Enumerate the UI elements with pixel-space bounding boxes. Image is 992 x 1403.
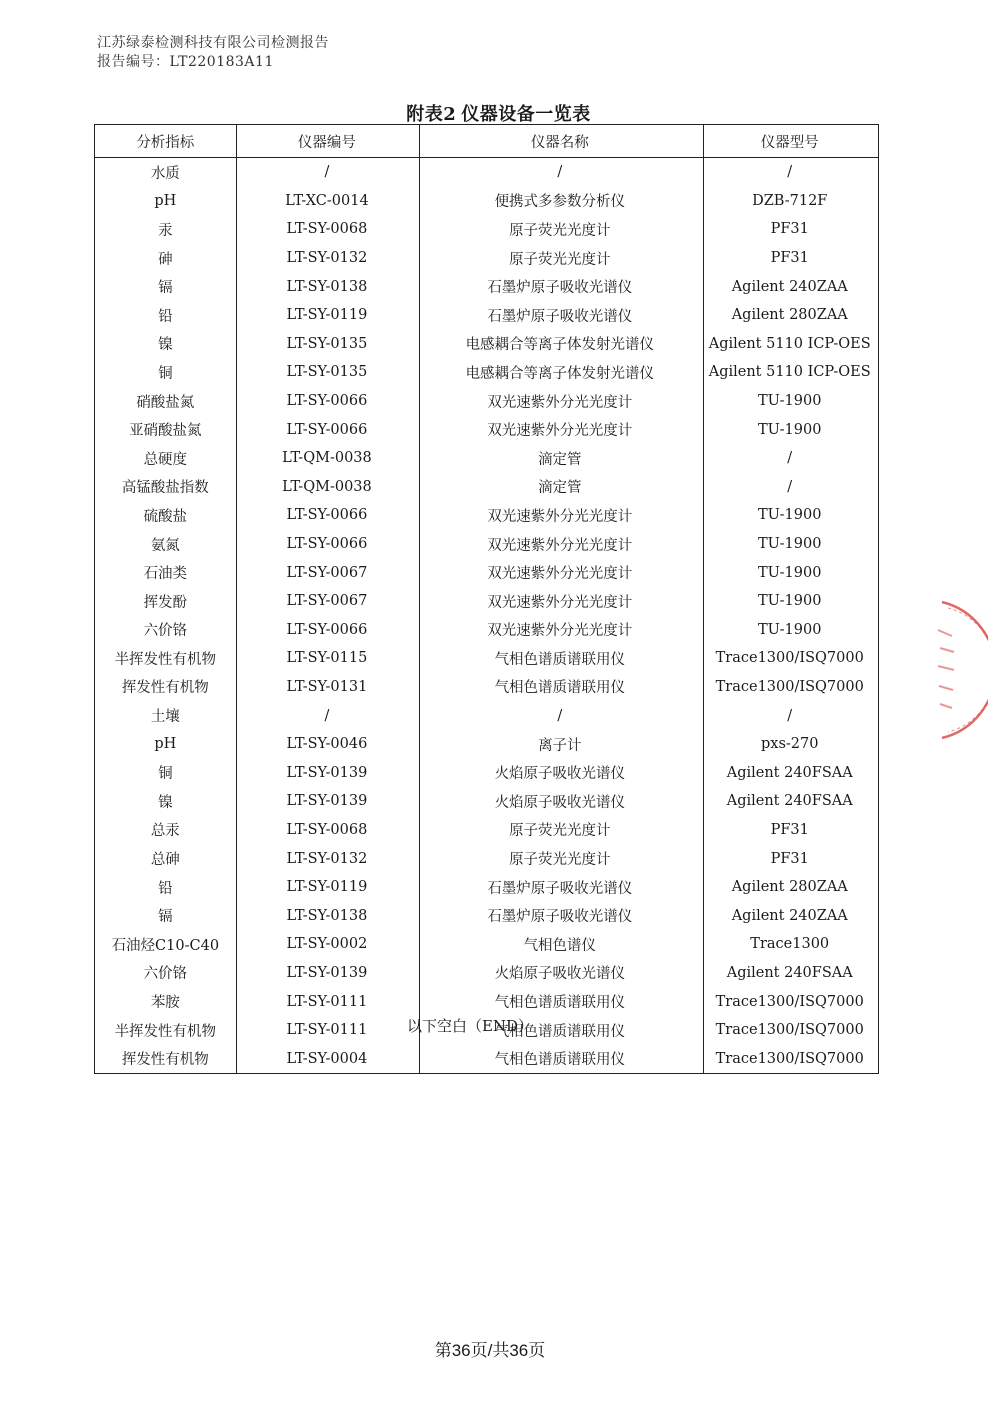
- table-row: [95, 758, 878, 787]
- instrument-id-cell: LT-SY-0111: [286, 1022, 368, 1039]
- table-row: [95, 158, 878, 187]
- instrument-model-cell: DZB-712F: [752, 192, 828, 209]
- table-row: [95, 187, 878, 216]
- analysis-item-cell: 总汞: [150, 823, 180, 840]
- instrument-model-cell: Trace1300/ISQ7000: [715, 678, 864, 695]
- instrument-id-cell: LT-SY-0067: [286, 564, 368, 581]
- instrument-id-cell: LT-SY-0066: [286, 621, 368, 638]
- instrument-id-cell: LT-SY-0135: [286, 335, 368, 352]
- instrument-table: [94, 124, 879, 1074]
- analysis-item-cell: 铜: [158, 766, 173, 783]
- instrument-id-cell: LT-SY-0066: [286, 536, 368, 553]
- instrument-model-cell: Agilent 280ZAA: [731, 307, 848, 324]
- table-row: [95, 987, 878, 1016]
- instrument-model-cell: Agilent 5110 ICP-OES: [708, 364, 871, 381]
- instrument-id-cell: LT-SY-0111: [286, 993, 368, 1010]
- table-row: [95, 587, 878, 616]
- table-row: [95, 1044, 878, 1073]
- instrument-name-cell: 石墨炉原子吸收光谱仪: [487, 880, 633, 897]
- instrument-model-cell: Agilent 240FSAA: [726, 764, 853, 781]
- instrument-model-cell: Agilent 5110 ICP-OES: [708, 335, 871, 352]
- analysis-item-cell: 汞: [158, 222, 173, 239]
- instrument-name-cell: 便携式多参数分析仪: [494, 194, 626, 211]
- instrument-name-cell: 离子计: [538, 737, 582, 754]
- instrument-id-cell: /: [324, 707, 330, 724]
- instrument-model-cell: PF31: [770, 821, 809, 838]
- instrument-model-cell: TU-1900: [758, 507, 822, 524]
- analysis-item-cell: 亚硝酸盐氮: [129, 423, 202, 440]
- instrument-id-cell: LT-SY-0066: [286, 393, 368, 410]
- analysis-item-cell: 总砷: [150, 852, 180, 869]
- instrument-model-cell: pxs-270: [760, 736, 819, 753]
- instrument-model-cell: TU-1900: [758, 621, 822, 638]
- instrument-name-cell: 原子荧光光度计: [509, 852, 611, 869]
- instrument-name-cell: 气相色谱质谱联用仪: [494, 1052, 626, 1069]
- table-row: [95, 387, 878, 416]
- instrument-name-cell: 双光速紫外分光光度计: [487, 623, 633, 640]
- instrument-model-cell: Agilent 240FSAA: [726, 793, 853, 810]
- analysis-item-cell: 六价铬: [143, 966, 188, 983]
- instrument-name-cell: 原子荧光光度计: [509, 823, 611, 840]
- table-title-text: 仪器设备一览表: [461, 104, 591, 125]
- instrument-name-cell: /: [557, 707, 563, 724]
- table-row: [95, 816, 878, 845]
- instrument-id-cell: LT-SY-0067: [286, 593, 368, 610]
- instrument-name-cell: 火焰原子吸收光谱仪: [494, 794, 626, 811]
- seal-stamp: [928, 600, 988, 740]
- analysis-item-cell: pH: [154, 192, 177, 209]
- instrument-name-cell: 石墨炉原子吸收光谱仪: [487, 280, 633, 297]
- instrument-name-cell: 滴定管: [538, 480, 582, 497]
- table-row: [95, 930, 878, 959]
- analysis-item-cell: 半挥发性有机物: [114, 1023, 217, 1040]
- table-row: [95, 444, 878, 473]
- analysis-item-cell: 硝酸盐氮: [136, 394, 195, 411]
- instrument-name-cell: 火焰原子吸收光谱仪: [494, 966, 626, 983]
- instrument-id-cell: LT-SY-0119: [286, 879, 368, 896]
- table-row: [95, 473, 878, 502]
- analysis-item-cell: 半挥发性有机物: [114, 651, 217, 668]
- table-row: [95, 301, 878, 330]
- instrument-name-cell: 双光速紫外分光光度计: [487, 423, 633, 440]
- analysis-item-cell: 铜: [158, 365, 173, 382]
- appendix-label: 附表2: [406, 104, 457, 125]
- analysis-item-cell: 镍: [158, 794, 173, 811]
- column-divider: [419, 125, 420, 1073]
- instrument-model-cell: Trace1300/ISQ7000: [715, 650, 864, 667]
- analysis-item-cell: 苯胺: [150, 995, 180, 1012]
- instrument-id-cell: LT-SY-0139: [286, 764, 368, 781]
- instrument-model-cell: Agilent 240ZAA: [731, 907, 848, 924]
- analysis-item-cell: pH: [154, 736, 177, 753]
- analysis-item-cell: 铅: [158, 880, 173, 897]
- instrument-model-cell: TU-1900: [758, 564, 822, 581]
- instrument-model-cell: /: [787, 450, 793, 467]
- analysis-item-cell: 挥发性有机物: [121, 680, 209, 697]
- analysis-item-cell: 石油烃C10-C40: [111, 937, 220, 954]
- analysis-item-cell: 水质: [150, 165, 180, 182]
- instrument-name-cell: 气相色谱质谱联用仪: [494, 1023, 626, 1040]
- instrument-model-cell: TU-1900: [758, 593, 822, 610]
- table-row: [95, 558, 878, 587]
- analysis-item-cell: 铅: [158, 308, 173, 325]
- instrument-model-cell: Trace1300/ISQ7000: [715, 1022, 864, 1039]
- instrument-id-cell: LT-SY-0135: [286, 364, 368, 381]
- table-body: [95, 158, 878, 1073]
- instrument-name-cell: 双光速紫外分光光度计: [487, 537, 633, 554]
- table-header-row: [95, 125, 878, 158]
- analysis-item-cell: 镉: [158, 280, 173, 297]
- column-divider: [703, 125, 704, 1073]
- instrument-model-cell: TU-1900: [758, 536, 822, 553]
- instrument-id-cell: LT-SY-0138: [286, 278, 368, 295]
- table-row: [95, 330, 878, 359]
- instrument-name-cell: 滴定管: [538, 451, 582, 468]
- table-row: [95, 501, 878, 530]
- instrument-id-cell: LT-SY-0115: [286, 650, 368, 667]
- instrument-model-cell: Trace1300: [750, 936, 830, 953]
- instrument-id-cell: LT-SY-0119: [286, 307, 368, 324]
- table-row: [95, 673, 878, 702]
- instrument-id-cell: LT-QM-0038: [282, 450, 372, 467]
- instrument-name-cell: 原子荧光光度计: [509, 251, 611, 268]
- instrument-name-cell: 原子荧光光度计: [509, 222, 611, 239]
- instrument-model-cell: TU-1900: [758, 421, 822, 438]
- instrument-name-cell: /: [557, 164, 563, 181]
- table-row: [95, 215, 878, 244]
- instrument-name-cell: 气相色谱质谱联用仪: [494, 995, 626, 1012]
- table-row: [95, 530, 878, 559]
- table-row: [95, 901, 878, 930]
- table-row: [95, 358, 878, 387]
- header-instrument-name: 仪器名称: [530, 134, 589, 151]
- instrument-model-cell: /: [787, 164, 793, 181]
- analysis-item-cell: 六价铬: [143, 623, 188, 640]
- instrument-model-cell: Trace1300/ISQ7000: [715, 1050, 864, 1067]
- table-row: [95, 873, 878, 902]
- table-title: [0, 100, 992, 126]
- instrument-id-cell: LT-SY-0068: [286, 821, 368, 838]
- report-number: 报告编号：LT220183A11: [97, 54, 274, 70]
- table-row: [95, 415, 878, 444]
- table-row: [95, 730, 878, 759]
- instrument-id-cell: LT-SY-0139: [286, 793, 368, 810]
- instrument-name-cell: 双光速紫外分光光度计: [487, 594, 633, 611]
- instrument-id-cell: LT-SY-0131: [286, 678, 368, 695]
- analysis-item-cell: 镍: [158, 337, 173, 354]
- instrument-id-cell: LT-SY-0138: [286, 907, 368, 924]
- page-number: 第36页/共36页: [434, 1341, 546, 1360]
- table-row: [95, 787, 878, 816]
- instrument-model-cell: Trace1300/ISQ7000: [715, 993, 864, 1010]
- header-instrument-model: 仪器型号: [760, 134, 819, 151]
- instrument-model-cell: PF31: [770, 250, 809, 267]
- instrument-id-cell: /: [324, 164, 330, 181]
- instrument-model-cell: Agilent 280ZAA: [731, 879, 848, 896]
- analysis-item-cell: 镉: [158, 909, 173, 926]
- analysis-item-cell: 氨氮: [150, 537, 180, 554]
- end-note: 以下空白（END）: [406, 1017, 534, 1035]
- instrument-name-cell: 火焰原子吸收光谱仪: [494, 766, 626, 783]
- table-row: [95, 844, 878, 873]
- table-row: [95, 701, 878, 730]
- instrument-id-cell: LT-XC-0014: [285, 192, 369, 209]
- table-row: [95, 959, 878, 988]
- instrument-model-cell: /: [787, 707, 793, 724]
- instrument-model-cell: /: [787, 478, 793, 495]
- instrument-name-cell: 电感耦合等离子体发射光谱仪: [465, 337, 655, 354]
- instrument-id-cell: LT-SY-0066: [286, 507, 368, 524]
- instrument-id-cell: LT-SY-0068: [286, 221, 368, 238]
- header-instrument-id: 仪器编号: [297, 134, 356, 151]
- analysis-item-cell: 挥发酚: [143, 594, 188, 611]
- instrument-id-cell: LT-SY-0139: [286, 964, 368, 981]
- report-header: [97, 34, 329, 72]
- analysis-item-cell: 高锰酸盐指数: [121, 480, 209, 497]
- instrument-model-cell: PF31: [770, 221, 809, 238]
- analysis-item-cell: 砷: [158, 251, 173, 268]
- instrument-name-cell: 气相色谱质谱联用仪: [494, 680, 626, 697]
- column-divider: [236, 125, 237, 1073]
- instrument-model-cell: TU-1900: [758, 393, 822, 410]
- instrument-name-cell: 双光速紫外分光光度计: [487, 566, 633, 583]
- instrument-name-cell: 气相色谱仪: [523, 937, 597, 954]
- table-row: [95, 644, 878, 673]
- analysis-item-cell: 挥发性有机物: [121, 1052, 209, 1069]
- instrument-name-cell: 石墨炉原子吸收光谱仪: [487, 308, 633, 325]
- instrument-id-cell: LT-QM-0038: [282, 478, 372, 495]
- table-row: [95, 616, 878, 645]
- instrument-name-cell: 气相色谱质谱联用仪: [494, 651, 626, 668]
- analysis-item-cell: 硫酸盐: [143, 508, 188, 525]
- analysis-item-cell: 总硬度: [143, 451, 188, 468]
- instrument-id-cell: LT-SY-0046: [286, 736, 368, 753]
- instrument-id-cell: LT-SY-0004: [286, 1050, 368, 1067]
- instrument-name-cell: 双光速紫外分光光度计: [487, 394, 633, 411]
- instrument-model-cell: PF31: [770, 850, 809, 867]
- analysis-item-cell: 土壤: [150, 709, 180, 726]
- header-analysis-item: 分析指标: [136, 134, 195, 151]
- instrument-name-cell: 石墨炉原子吸收光谱仪: [487, 909, 633, 926]
- table-row: [95, 244, 878, 273]
- analysis-item-cell: 石油类: [143, 566, 188, 583]
- instrument-name-cell: 电感耦合等离子体发射光谱仪: [465, 365, 655, 382]
- instrument-id-cell: LT-SY-0132: [286, 850, 368, 867]
- instrument-id-cell: LT-SY-0002: [286, 936, 368, 953]
- instrument-name-cell: 双光速紫外分光光度计: [487, 508, 633, 525]
- instrument-id-cell: LT-SY-0132: [286, 250, 368, 267]
- company-name: 江苏绿泰检测科技有限公司检测报告: [97, 35, 329, 51]
- table-row: [95, 272, 878, 301]
- instrument-model-cell: Agilent 240FSAA: [726, 964, 853, 981]
- instrument-model-cell: Agilent 240ZAA: [731, 278, 848, 295]
- instrument-id-cell: LT-SY-0066: [286, 421, 368, 438]
